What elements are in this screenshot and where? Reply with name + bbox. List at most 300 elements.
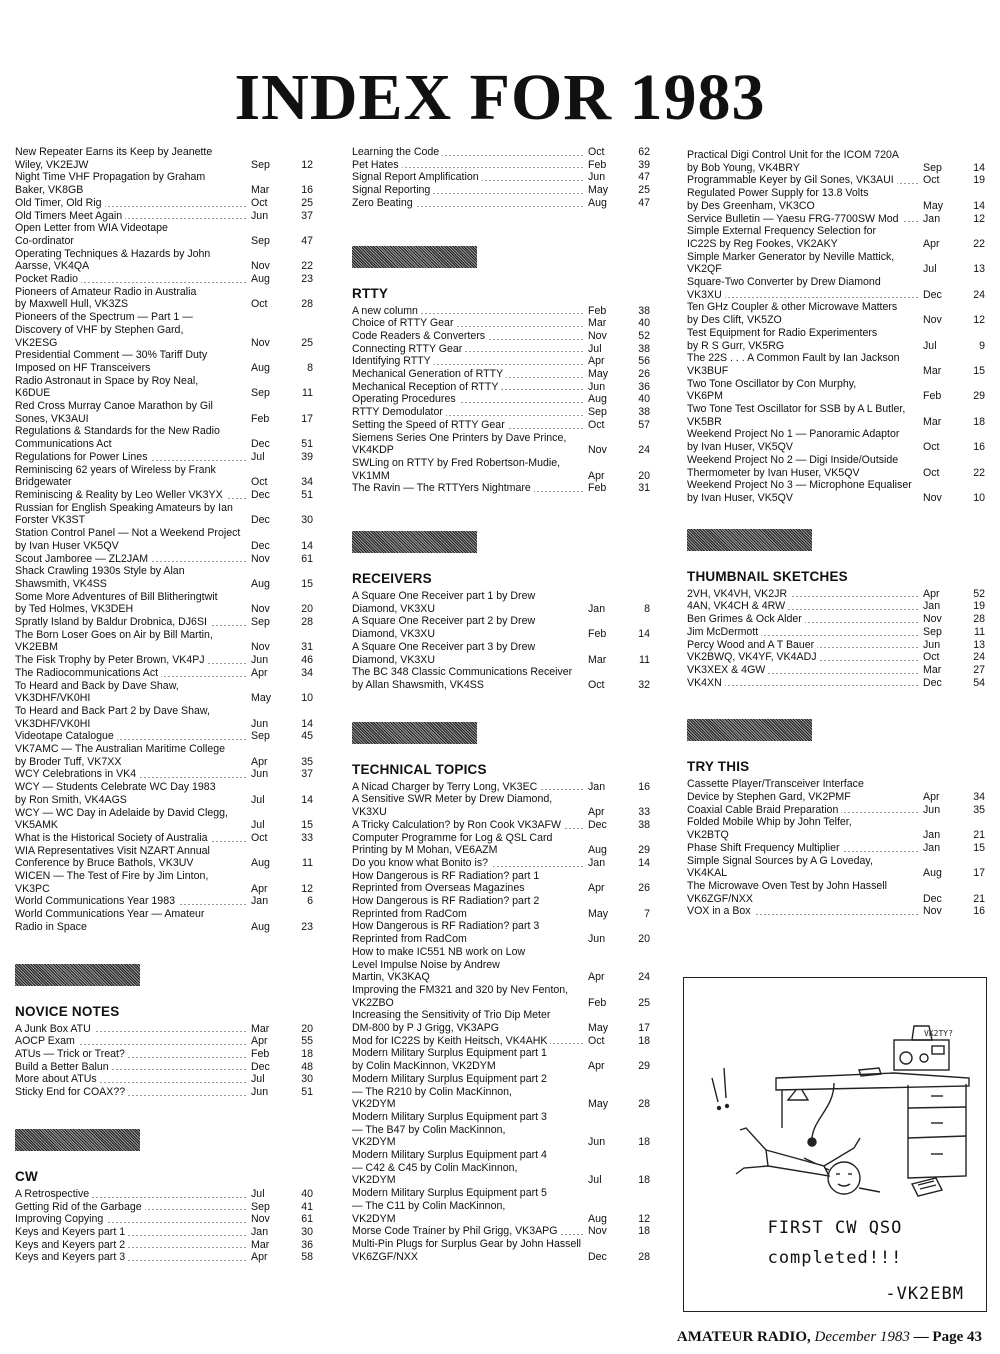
entry-month: Dec [251, 1060, 270, 1073]
rtty-list [352, 305, 650, 496]
novice-notes-list [15, 1023, 313, 1099]
page-number: — Page 43 [913, 1329, 982, 1345]
entry-title: WCY — WC Day in Adelaide by David Clegg, VK5AMK [15, 806, 228, 832]
entry-title: Siemens Series One Printers by Dave Prince, VK4KDP [352, 431, 567, 457]
entry-month: Mar [923, 415, 942, 428]
index-entry [352, 184, 650, 197]
entry-title: World Communications Year 1983 [15, 895, 178, 907]
index-entry [15, 1251, 313, 1264]
entry-title: VOX in a Box [687, 905, 754, 917]
thumbnail-sketches-list [687, 588, 985, 690]
entry-page: 16 [301, 184, 313, 197]
entry-title: WCY Celebrations in VK4 [15, 768, 139, 780]
entry-title: Mechanical Reception of RTTY [352, 381, 501, 393]
entry-month: Nov [923, 905, 942, 918]
index-entry [15, 451, 313, 464]
entry-title: Scout Jamboree — ZL2JAM [15, 553, 151, 565]
index-entry [15, 1201, 313, 1214]
index-entry [352, 317, 650, 330]
index-entry [352, 355, 650, 368]
entry-month: Aug [588, 196, 607, 209]
entry-title: How to make IC551 NB work on Low Level Impulse Noise by Andrew Martin, VK3KAQ [352, 945, 526, 984]
entry-month: Nov [251, 641, 270, 654]
index-entry [15, 832, 313, 845]
index-entry [15, 464, 313, 489]
entry-month: Mar [588, 317, 607, 330]
section-divider [687, 529, 812, 551]
entry-page: 25 [301, 336, 313, 349]
entry-month: Oct [923, 651, 940, 664]
index-entry [352, 1111, 650, 1149]
entry-page: 7 [644, 907, 650, 920]
entry-title: Modern Military Surplus Equipment part 3 — The B47 by Colin MacKinnon, VK2DYM [352, 1110, 547, 1149]
entry-page: 18 [638, 1225, 650, 1238]
entry-month: Nov [923, 491, 942, 504]
index-entry [15, 1048, 313, 1061]
entry-page: 47 [638, 196, 650, 209]
index-entry [352, 368, 650, 381]
entry-page: 12 [973, 314, 985, 327]
entry-page: 20 [638, 469, 650, 482]
thumbnail-sketches-heading: THUMBNAIL SKETCHES [687, 568, 848, 584]
entry-month: Apr [923, 791, 940, 804]
index-entry [15, 1061, 313, 1074]
index-entry [687, 855, 985, 880]
entry-title: Operating Procedures [352, 393, 459, 405]
index-entry [687, 804, 985, 817]
index-entry [15, 171, 313, 196]
entry-title: Russian for English Speaking Amateurs by Ian Forster VK3ST [15, 501, 233, 527]
entry-page: 23 [301, 273, 313, 286]
entry-page: 18 [638, 1136, 650, 1149]
entry-page: 57 [638, 418, 650, 431]
entry-page: 25 [301, 196, 313, 209]
entry-page: 62 [638, 146, 650, 158]
entry-title: Improving Copying [15, 1213, 106, 1225]
entry-month: Oct [588, 678, 605, 691]
index-entry [15, 349, 313, 374]
entry-page: 38 [638, 406, 650, 419]
index-entry [687, 664, 985, 677]
index-entry [687, 677, 985, 690]
entry-month: Nov [251, 552, 270, 565]
index-entry [687, 403, 985, 428]
entry-page: 24 [973, 651, 985, 664]
entry-page: 54 [973, 676, 985, 689]
entry-month: Jan [923, 841, 941, 854]
entry-month: Sep [588, 406, 607, 419]
entry-month: Jan [923, 212, 941, 225]
entry-page: 8 [307, 361, 313, 374]
entry-month: Mar [251, 184, 270, 197]
entry-page: 29 [638, 844, 650, 857]
entry-month: Apr [251, 882, 268, 895]
entry-page: 34 [973, 791, 985, 804]
entry-month: Apr [588, 469, 605, 482]
entry-month: Jan [923, 600, 941, 613]
entry-month: Dec [923, 892, 942, 905]
entry-title: Pocket Radio [15, 273, 81, 285]
entry-title: To Heard and Back Part 2 by Dave Shaw, VK3DHF/VK0HI [15, 704, 210, 730]
entry-page: 34 [301, 476, 313, 489]
entry-page: 15 [973, 364, 985, 377]
entry-title: The Radiocommunications Act [15, 667, 161, 679]
entry-title: Multi-Pin Plugs for Surplus Gear by John Hassell VK6ZGF/NXX [352, 1238, 582, 1263]
index-entry [352, 590, 650, 615]
section-divider [352, 246, 477, 268]
entry-month: Aug [923, 867, 942, 880]
entry-title: Sticky End for COAX?? [15, 1086, 128, 1098]
entry-title: Simple Marker Generator by Neville Mattick, VK2QF [687, 250, 895, 276]
entry-title: Build a Better Balun [15, 1061, 112, 1073]
page-footer [677, 1329, 982, 1346]
index-entry [687, 174, 985, 187]
entry-title: More about ATUs [15, 1073, 100, 1085]
entry-page: 56 [638, 355, 650, 368]
entry-page: 25 [638, 184, 650, 197]
index-entry [15, 667, 313, 680]
entry-month: Sep [251, 730, 270, 743]
entry-month: Sep [251, 616, 270, 629]
entry-title: VK7AMC — The Australian Maritime College by Broder Tuff, VK7XX [15, 743, 225, 768]
entry-month: Jul [923, 339, 937, 352]
entry-month: Nov [251, 260, 270, 273]
general-entries-2 [352, 146, 650, 210]
entry-page: 14 [301, 793, 313, 806]
entry-month: Aug [251, 857, 270, 870]
entry-title: Programmable Keyer by Gil Sones, VK3AUI [687, 174, 897, 186]
entry-title: Code Readers & Converters [352, 330, 488, 342]
index-entry [352, 171, 650, 184]
index-entry [15, 870, 313, 895]
entry-title: Simple Signal Sources by A G Loveday, VK4KAL [687, 854, 873, 880]
entry-month: Feb [588, 158, 607, 171]
entry-title: Percy Wood and A T Bauer [687, 639, 817, 651]
entry-page: 15 [301, 577, 313, 590]
entry-page: 23 [301, 920, 313, 933]
entry-month: Mar [923, 663, 942, 676]
index-entry [15, 616, 313, 629]
entry-page: 25 [638, 996, 650, 1009]
index-entry [352, 819, 650, 832]
index-entry [687, 251, 985, 276]
entry-title: How Dangerous is RF Radiation? part 2 Reprinted from RadCom [352, 895, 540, 920]
section-divider [352, 722, 477, 744]
entry-page: 14 [973, 161, 985, 174]
entry-title: Night Time VHF Propagation by Graham Baker, VK8GB [15, 171, 206, 197]
index-entry [352, 666, 650, 691]
try-this-list [687, 778, 985, 918]
entry-page: 16 [973, 905, 985, 918]
entry-page: 39 [301, 450, 313, 463]
entry-month: Oct [923, 466, 940, 479]
entry-page: 10 [973, 491, 985, 504]
entry-page: 31 [638, 482, 650, 495]
index-entry [15, 425, 313, 450]
index-entry [352, 895, 650, 920]
entry-page: 8 [644, 602, 650, 615]
entry-title: A Junk Box ATU [15, 1023, 94, 1035]
general-entries [15, 146, 313, 934]
entry-title: Reminiscing & Reality by Leo Weller VK3YX [15, 489, 226, 501]
cartoon-callsign-label: VK2TY? [924, 1029, 953, 1038]
index-entry [352, 159, 650, 172]
page-title: INDEX FOR 1983 [234, 61, 766, 134]
entry-title: The Ravin — The RTTYers Nightmare [352, 482, 534, 494]
index-entry [15, 705, 313, 730]
index-entry [352, 197, 650, 210]
index-entry [352, 781, 650, 794]
entry-month: Dec [251, 514, 270, 527]
entry-title: A Square One Receiver part 1 by Drew Diamond, VK3XU [352, 590, 536, 615]
entry-title: Pet Hates [352, 159, 402, 171]
index-entry [687, 639, 985, 652]
entry-page: 28 [638, 1098, 650, 1111]
entry-month: Jan [923, 829, 941, 842]
index-entry [352, 984, 650, 1009]
entry-title: A Sensitive SWR Meter by Drew Diamond, VK3XU [352, 793, 553, 819]
entry-page: 18 [973, 415, 985, 428]
entry-month: Jun [588, 171, 606, 184]
entry-page: 24 [973, 288, 985, 301]
entry-month: Nov [588, 329, 607, 342]
entry-month: Jun [588, 1136, 606, 1149]
entry-title: Regulated Power Supply for 13.8 Volts by Des Greenham, VK3CO [687, 187, 869, 212]
index-entry [15, 1023, 313, 1036]
entry-page: 11 [974, 625, 985, 638]
entry-month: Apr [251, 1251, 268, 1264]
entry-page: 47 [638, 171, 650, 184]
cartoon-illustration [683, 977, 987, 1312]
entry-title: Setting the Speed of RTTY Gear [352, 419, 508, 431]
index-entry [15, 680, 313, 705]
index-entry [352, 406, 650, 419]
entry-title: How Dangerous is RF Radiation? part 1 Reprinted from Overseas Magazines [352, 869, 540, 895]
index-entry [15, 273, 313, 286]
index-entry [15, 375, 313, 400]
index-entry [687, 301, 985, 326]
entry-page: 28 [301, 298, 313, 311]
entry-month: May [588, 907, 609, 920]
entry-title: Weekend Project No 2 — Digi Inside/Outside Thermometer by Ivan Huser, VK5QV [687, 453, 899, 479]
publication-name: AMATEUR RADIO, [676, 1329, 811, 1345]
index-entry [15, 591, 313, 616]
entry-title: VK3XEX & 4GW [687, 664, 768, 676]
entry-month: Dec [923, 676, 942, 689]
index-entry [687, 276, 985, 301]
entry-page: 37 [301, 209, 313, 222]
entry-title: 4AN, VK4CH & 4RW [687, 600, 788, 612]
entry-month: Apr [923, 237, 940, 250]
entry-page: 28 [973, 613, 985, 626]
entry-page: 18 [638, 1034, 650, 1047]
entry-page: 48 [301, 1060, 313, 1073]
entry-title: Two Tone Test Oscillator for SSB by A L Butler, VK5BR [687, 403, 906, 428]
entry-month: Jul [251, 819, 265, 832]
entry-month: Oct [588, 1034, 605, 1047]
entry-month: Mar [251, 1022, 270, 1035]
entry-page: 35 [973, 803, 985, 816]
entry-month: Feb [588, 482, 607, 495]
entry-month: Apr [588, 355, 605, 368]
novice-notes-heading: NOVICE NOTES [15, 1003, 120, 1019]
entry-month: Apr [251, 1035, 268, 1048]
entry-month: Oct [251, 196, 268, 209]
entry-month: Dec [923, 288, 942, 301]
entry-title: Keys and Keyers part 1 [15, 1226, 128, 1238]
index-entry [352, 793, 650, 818]
entry-month: Apr [588, 971, 605, 984]
index-entry [15, 527, 313, 552]
entry-month: Nov [251, 1213, 270, 1226]
entry-page: 19 [973, 600, 985, 613]
entry-month: Oct [923, 441, 940, 454]
index-entry [352, 330, 650, 343]
index-entry [352, 832, 650, 857]
entry-page: 14 [301, 539, 313, 552]
index-entry [15, 895, 313, 908]
entry-title: Learning the Code [352, 146, 442, 158]
entry-title: Modern Military Surplus Equipment part 4 — C42 & C45 by Colin MacKinnon, VK2DYM [352, 1149, 547, 1187]
index-entry [15, 1226, 313, 1239]
entry-title: Modern Military Surplus Equipment part 1 by Colin MacKinnon, VK2DYM [352, 1047, 547, 1073]
entry-page: 32 [638, 678, 650, 691]
entry-page: 24 [638, 444, 650, 457]
index-entry [352, 1047, 650, 1072]
entry-title: How Dangerous is RF Radiation? part 3 Reprinted from RadCom [352, 920, 540, 946]
entry-month: Jun [923, 803, 941, 816]
entry-page: 27 [973, 663, 985, 676]
entry-page: 22 [973, 237, 985, 250]
index-entry [687, 778, 985, 803]
entry-page: 18 [301, 1048, 313, 1060]
entry-month: Jul [588, 342, 602, 355]
entry-title: A Tricky Calculation? by Ron Cook VK3AFW [352, 819, 564, 831]
entry-month: Apr [251, 666, 268, 679]
entry-page: 21 [973, 829, 985, 842]
entry-title: Getting Rid of the Garbage [15, 1201, 145, 1213]
entry-title: The Born Loser Goes on Air by Bill Martin, VK2EBM [15, 628, 213, 654]
entry-page: 40 [638, 393, 650, 406]
entry-page: 12 [973, 212, 985, 225]
entry-page: 22 [973, 466, 985, 479]
entry-title: Cassette Player/Transceiver Interface Device by Stephen Gard, VK2PMF [687, 778, 864, 804]
section-divider [687, 719, 812, 741]
entry-title: Keys and Keyers part 3 [15, 1251, 128, 1263]
entry-month: Aug [251, 273, 270, 286]
entry-month: Oct [923, 174, 940, 187]
entry-month: Jan [251, 1225, 269, 1238]
index-entry [15, 286, 313, 311]
index-entry [15, 146, 313, 171]
entry-page: 38 [638, 818, 650, 831]
entry-title: Jim McDermott [687, 626, 761, 638]
index-entry [352, 1187, 650, 1225]
index-entry [687, 651, 985, 664]
index-entry [352, 1238, 650, 1263]
cw-list [15, 1188, 313, 1264]
entry-title: Signal Reporting [352, 184, 433, 196]
entry-page: 11 [302, 857, 313, 870]
index-entry [15, 807, 313, 832]
entry-page: 15 [973, 841, 985, 854]
entry-title: AOCP Exam [15, 1035, 78, 1047]
index-entry [15, 489, 313, 502]
entry-month: Oct [588, 146, 605, 158]
index-entry [15, 502, 313, 527]
entry-page: 38 [638, 342, 650, 355]
entry-month: Feb [588, 628, 607, 641]
index-entry [352, 1149, 650, 1187]
entry-title: VK4XN [687, 677, 725, 689]
entry-month: Aug [251, 361, 270, 374]
entry-page: 58 [301, 1251, 313, 1264]
entry-month: Feb [588, 996, 607, 1009]
entry-title: SWLing on RTTY by Fred Robertson-Mudie, VK1MM [352, 456, 561, 482]
entry-month: Sep [923, 625, 942, 638]
entry-title: Mod for IC22S by Keith Heitsch, VK4AHK [352, 1035, 550, 1047]
cw-heading: CW [15, 1168, 38, 1184]
entry-title: Square-Two Converter by Drew Diamond VK3XU [687, 276, 881, 301]
index-entry [352, 920, 650, 945]
index-entry [15, 1213, 313, 1226]
entry-month: Dec [588, 1250, 607, 1263]
entry-title: Improving the FM321 and 320 by Nev Fenton, VK2ZBO [352, 983, 569, 1009]
index-column-3 [687, 149, 985, 918]
entry-page: 12 [301, 158, 313, 171]
entry-page: 61 [301, 552, 313, 565]
index-entry [352, 1035, 650, 1048]
entry-month: Aug [251, 920, 270, 933]
index-entry [687, 880, 985, 905]
entry-title: Old Timer, Old Rig [15, 197, 105, 209]
entry-title: A Square One Receiver part 2 by Drew Diamond, VK3XU [352, 615, 536, 641]
rtty-heading: RTTY [352, 285, 389, 301]
index-entry [687, 588, 985, 601]
index-entry [15, 553, 313, 566]
entry-title: Some More Adventures of Bill Blitheringtwit by Ted Holmes, VK3DEH [15, 590, 218, 616]
entry-month: Apr [251, 755, 268, 768]
entry-title: Videotape Catalogue [15, 730, 117, 742]
entry-page: 51 [301, 488, 313, 501]
entry-page: 14 [638, 628, 650, 641]
entry-page: 12 [638, 1212, 650, 1225]
technical-topics-continued [687, 149, 985, 505]
entry-page: 9 [979, 339, 985, 352]
entry-month: Jul [923, 263, 937, 276]
index-entry [687, 816, 985, 841]
index-entry [15, 654, 313, 667]
receivers-list [352, 590, 650, 692]
index-entry [352, 305, 650, 318]
entry-page: 24 [638, 971, 650, 984]
entry-title: Red Cross Murray Canoe Marathon by Gil Sones, VK3AUI [15, 400, 213, 425]
index-entry [15, 743, 313, 768]
entry-page: 10 [301, 692, 313, 705]
entry-month: Apr [588, 806, 605, 819]
entry-page: 6 [307, 895, 313, 908]
entry-month: Oct [251, 298, 268, 311]
entry-month: Nov [588, 1225, 607, 1238]
index-entry [687, 149, 985, 174]
section-divider [352, 531, 477, 553]
entry-month: Nov [923, 613, 942, 626]
entry-month: Dec [251, 438, 270, 451]
entry-title: VK2BWQ, VK4YF, VK4ADJ [687, 651, 820, 663]
entry-title: Weekend Project No 3 — Microphone Equaliser by Ivan Huser, VK5QV [687, 479, 912, 504]
entry-title: Zero Beating [352, 197, 416, 209]
entry-month: May [588, 1098, 609, 1111]
